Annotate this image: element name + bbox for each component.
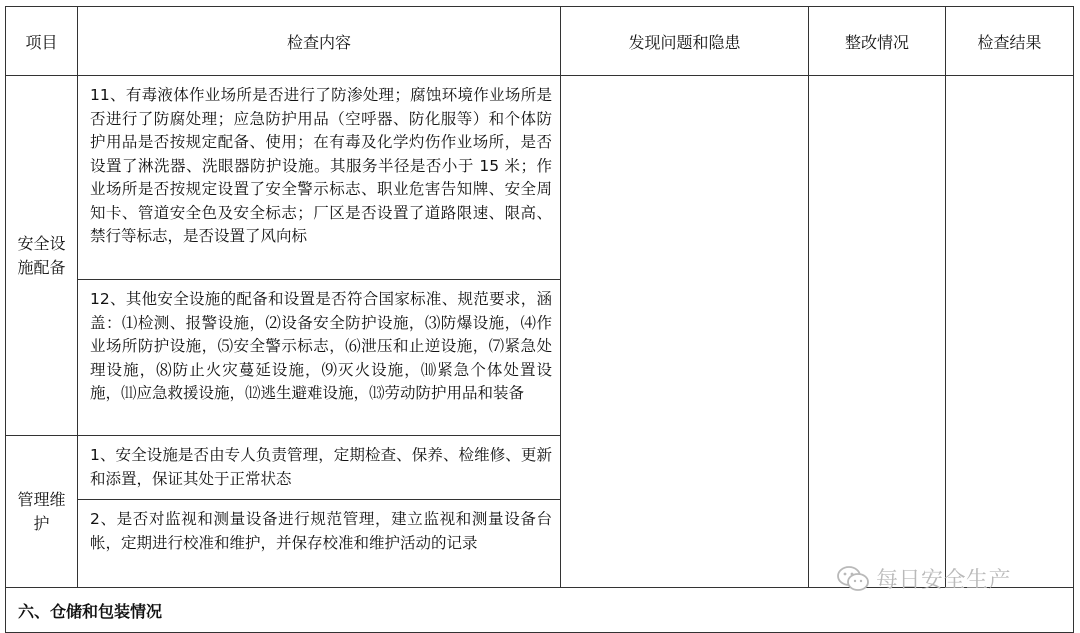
header-rectification: 整改情况 bbox=[809, 7, 946, 76]
category-label: 安全设施配备 bbox=[17, 233, 66, 277]
header-item: 项目 bbox=[6, 7, 78, 76]
inspection-table bbox=[5, 6, 1074, 633]
category-cell bbox=[6, 436, 78, 588]
header-result: 检查结果 bbox=[946, 7, 1074, 76]
rectification-cell bbox=[809, 76, 946, 588]
check-item: 12、其他安全设施的配备和设置是否符合国家标准、规范要求，涵盖：⑴检测、报警设施，⑵设备安全防护设施，⑶防爆设施，⑷作业场所防护设施，⑸安全警示标志，⑹泄压和止逆设施，⑺紧急处理设施，⑻防止火灾蔓延设施，⑼灭火设施，⑽紧急个体处置设施，⑾应急救援设施，⑿逃生避难设施，⒀劳动防护用品和装备 bbox=[78, 280, 561, 436]
header-row bbox=[6, 7, 1074, 76]
category-label: 管理维护 bbox=[17, 489, 66, 533]
header-content: 检查内容 bbox=[78, 7, 561, 76]
section-title: 六、仓储和包装情况 bbox=[6, 588, 1074, 633]
result-cell bbox=[946, 76, 1074, 588]
wechat-icon bbox=[836, 565, 870, 593]
section-row bbox=[6, 588, 1074, 633]
check-item: 2、是否对监视和测量设备进行规范管理，建立监视和测量设备台帐，定期进行校准和维护，并保存校准和维护活动的记录 bbox=[78, 500, 561, 588]
table-row bbox=[6, 76, 1074, 280]
category-cell bbox=[6, 76, 78, 436]
watermark-text: 每日安全生产 bbox=[876, 568, 1012, 593]
check-item: 1、安全设施是否由专人负责管理，定期检查、保养、检维修、更新和添置，保证其处于正常状态 bbox=[78, 436, 561, 500]
check-item: 11、有毒液体作业场所是否进行了防渗处理；腐蚀环境作业场所是否进行了防腐处理；应急防护用品（空呼器、防化服等）和个体防护用品是否按规定配备、使用；在有毒及化学灼伤作业场所，是否设置了淋洗器、洗眼器防护设施。其服务半径是否小于 15 米；作业场所是否按规定设置了安全警示标志、职业危害告知牌、安全周知卡、管道安全色及安全标志；厂区是否设置了道路限速、限高、禁行等标志，是否设置了风向标 bbox=[78, 76, 561, 280]
issues-cell bbox=[561, 76, 809, 588]
watermark bbox=[836, 563, 1011, 594]
header-issues: 发现问题和隐患 bbox=[561, 7, 809, 76]
